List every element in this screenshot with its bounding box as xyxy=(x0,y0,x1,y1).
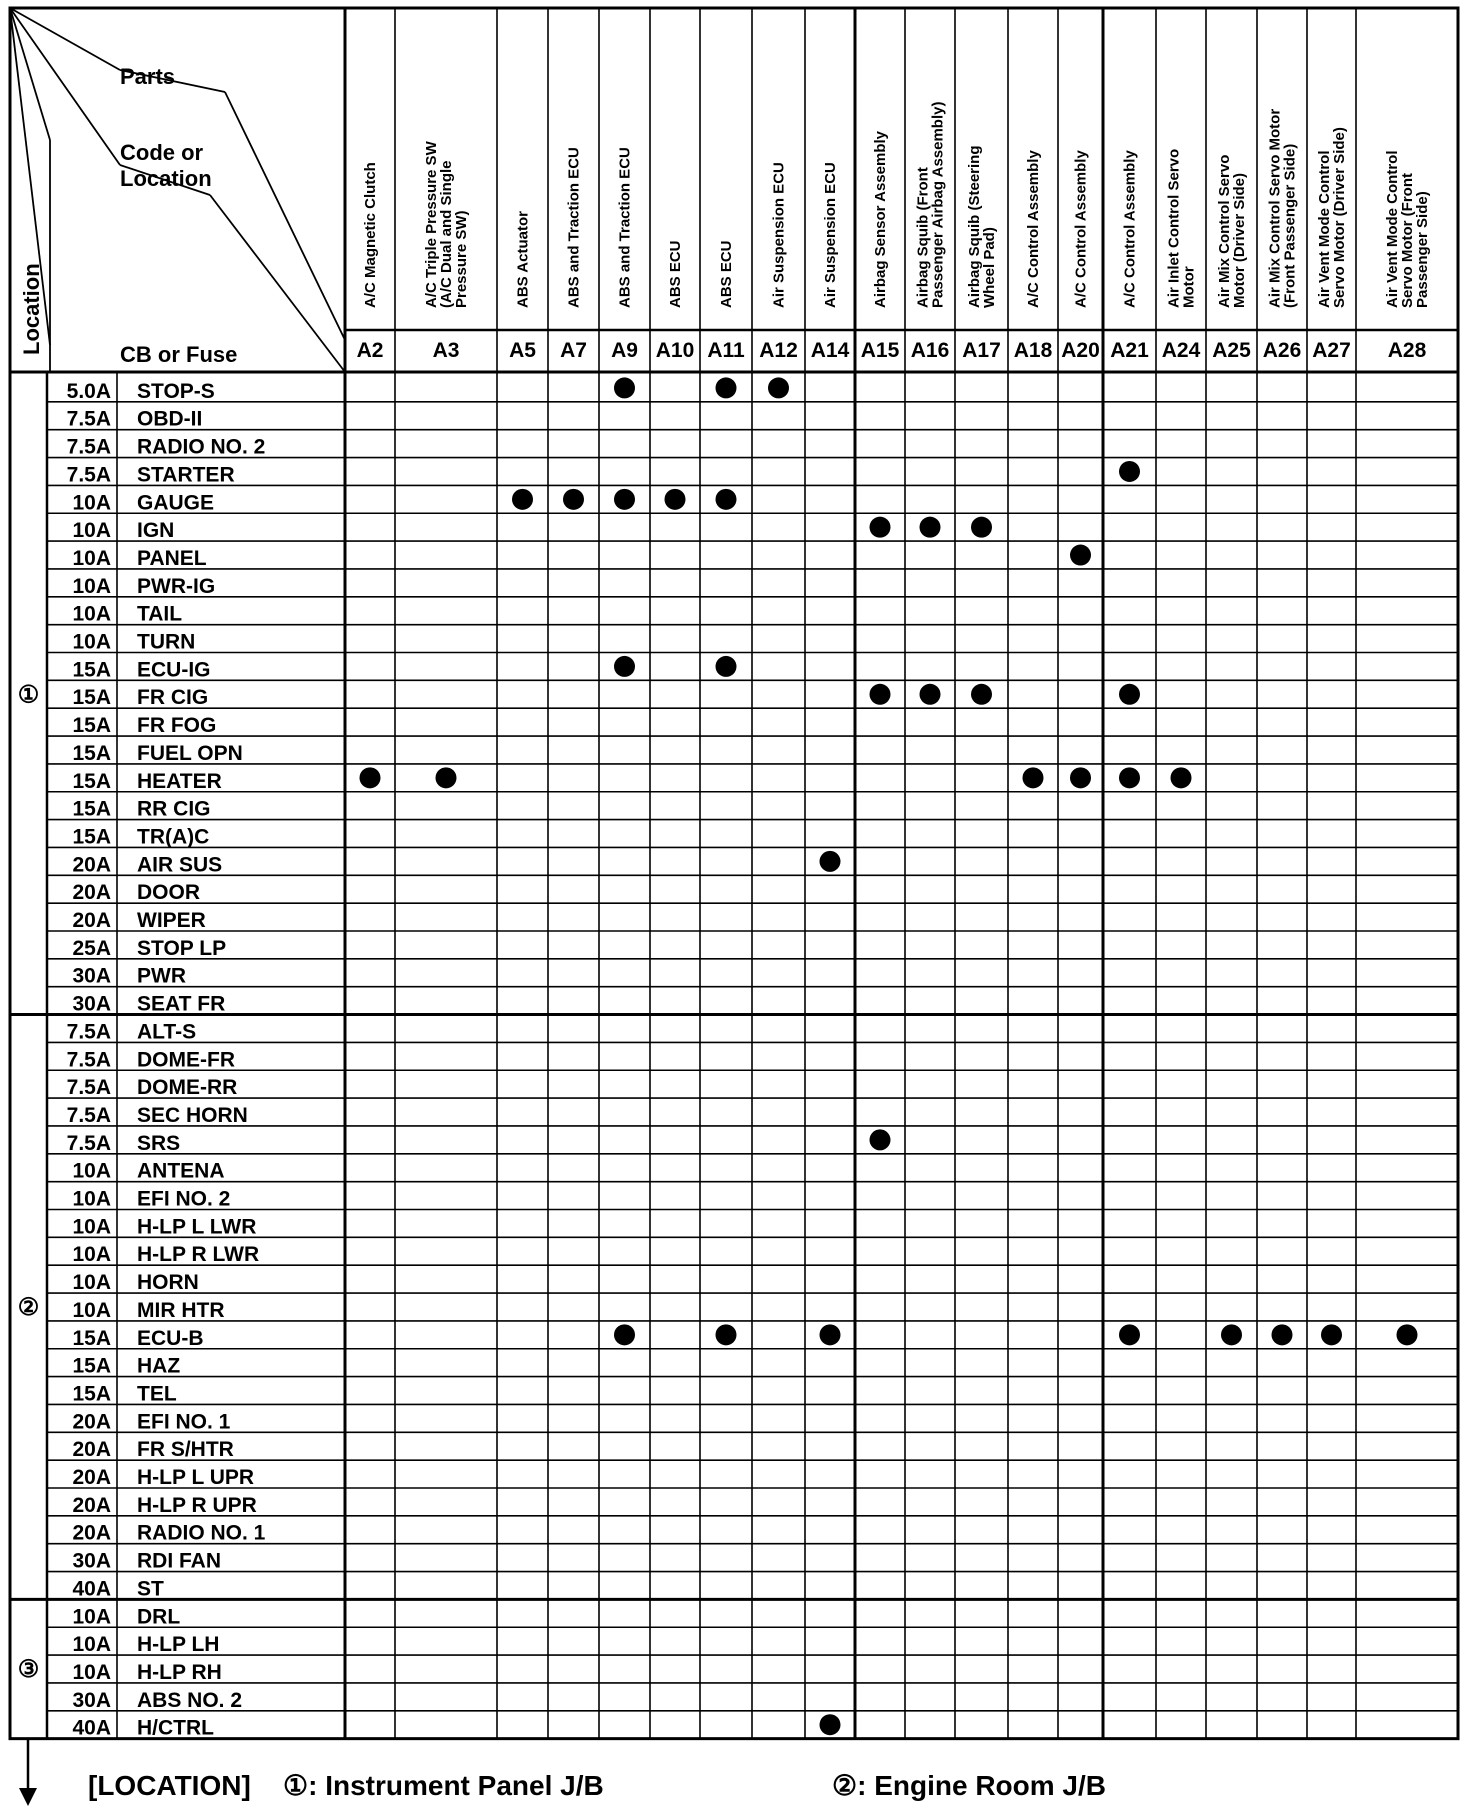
fuse-amperage: 15A xyxy=(72,686,111,710)
fuse-amperage: 15A xyxy=(72,658,111,682)
part-code: A10 xyxy=(655,339,695,362)
fuse-name: MIR HTR xyxy=(137,1298,225,1322)
fuse-name: RADIO NO. 2 xyxy=(137,435,266,459)
connection-dot xyxy=(768,377,789,398)
fuse-amperage: 30A xyxy=(72,1688,111,1712)
fuse-amperage: 30A xyxy=(72,964,111,988)
connection-dot xyxy=(614,377,635,398)
part-code: A17 xyxy=(962,339,1001,362)
connection-dot xyxy=(820,1714,841,1735)
part-code: A5 xyxy=(509,339,536,362)
part-name: Air Mix Control Servo xyxy=(1216,154,1233,308)
part-code: A28 xyxy=(1387,339,1427,362)
part-name: Airbag Squib (Front xyxy=(914,167,932,308)
part-name: Air Inlet Control Servo xyxy=(1165,148,1183,308)
connection-dot xyxy=(1070,767,1091,788)
fuse-name: ABS NO. 2 xyxy=(137,1688,243,1712)
connection-dot xyxy=(716,489,737,510)
fuse-name: H-LP L LWR xyxy=(137,1215,257,1239)
fuse-name: IGN xyxy=(137,519,175,543)
connection-dot xyxy=(360,767,381,788)
fuse-amperage: 10A xyxy=(72,1215,111,1239)
connection-dot xyxy=(1272,1324,1293,1345)
fuse-name: H-LP L UPR xyxy=(137,1466,255,1489)
part-name: Pressure SW) xyxy=(453,210,470,308)
connection-dot xyxy=(1221,1324,1242,1345)
fuse-name: TAIL xyxy=(137,602,183,626)
fuse-amperage: 7.5A xyxy=(66,463,111,487)
connection-dot xyxy=(920,684,941,705)
connection-dot xyxy=(820,851,841,872)
table-marks xyxy=(360,377,1418,1735)
part-code: A9 xyxy=(611,339,638,362)
fuse-amperage: 20A xyxy=(72,1466,111,1489)
connection-dot xyxy=(716,656,737,677)
part-name: ABS ECU xyxy=(667,240,684,308)
connection-dot xyxy=(1397,1324,1418,1345)
part-name: Air Suspension ECU xyxy=(770,162,788,308)
location-group-label: ② xyxy=(17,1293,40,1321)
part-code: A24 xyxy=(1161,339,1201,362)
connection-dot xyxy=(614,1324,635,1345)
fuse-amperage: 20A xyxy=(72,881,111,905)
connection-dot xyxy=(436,767,457,788)
fuse-amperage: 7.5A xyxy=(66,1103,111,1127)
connection-dot xyxy=(920,517,941,538)
fuse-amperage: 15A xyxy=(72,1326,111,1350)
connection-dot xyxy=(1119,461,1140,482)
part-name: ABS Actuator xyxy=(514,211,532,308)
legend-item-instrument: ①: Instrument Panel J/B xyxy=(283,1770,604,1801)
table-body xyxy=(18,380,266,1740)
fuse-amperage: 10A xyxy=(72,602,111,626)
fuse-amperage: 10A xyxy=(72,546,111,570)
part-name: Passenger Side) xyxy=(1414,191,1431,308)
connection-dot xyxy=(563,489,584,510)
fuse-name: SRS xyxy=(137,1131,181,1155)
connection-dot xyxy=(1321,1324,1342,1345)
location-label: Location xyxy=(19,263,44,355)
fuse-name: H/CTRL xyxy=(137,1716,214,1740)
fuse-amperage: 7.5A xyxy=(66,1048,111,1072)
fuse-amperage: 15A xyxy=(72,1382,111,1406)
fuse-amperage: 10A xyxy=(72,1243,111,1267)
part-code: A14 xyxy=(810,339,850,362)
connection-dot xyxy=(870,517,891,538)
part-code: A18 xyxy=(1013,339,1053,362)
connection-dot xyxy=(716,377,737,398)
part-name: ABS and Traction ECU xyxy=(616,147,634,308)
fuse-amperage: 7.5A xyxy=(66,1076,111,1100)
fuse-amperage: 15A xyxy=(72,1354,111,1378)
fuse-label: CB or Fuse xyxy=(120,342,238,367)
arrow-down-icon xyxy=(19,1788,37,1806)
fuse-amperage: 10A xyxy=(72,1633,111,1657)
fuse-amperage: 10A xyxy=(72,1271,111,1295)
part-name: Air Vent Mode Control xyxy=(1384,150,1401,308)
fuse-name: DOME-RR xyxy=(137,1076,238,1100)
fuse-name: OBD-II xyxy=(137,407,203,431)
fuse-name: STOP LP xyxy=(137,936,227,960)
part-name: A/C Magnetic Clutch xyxy=(362,162,379,308)
fuse-name: SEC HORN xyxy=(137,1103,248,1127)
code-label: Code or xyxy=(120,140,204,165)
connection-dot xyxy=(512,489,533,510)
part-name: ABS and Traction ECU xyxy=(565,147,583,308)
part-code: A7 xyxy=(560,339,587,362)
fuse-name: HORN xyxy=(137,1271,199,1295)
part-name: Passenger Airbag Assembly) xyxy=(929,101,947,308)
fuse-amperage: 10A xyxy=(72,1187,111,1211)
part-name: A/C Control Assembly xyxy=(1072,150,1090,308)
fuse-name: H-LP R LWR xyxy=(137,1243,260,1267)
fuse-name: FUEL OPN xyxy=(137,741,243,765)
fuse-name: HAZ xyxy=(137,1354,181,1378)
fuse-name: DOME-FR xyxy=(137,1048,235,1072)
part-name: A/C Triple Pressure SW xyxy=(423,141,440,308)
fuse-name: FR FOG xyxy=(137,714,217,738)
connection-dot xyxy=(1119,684,1140,705)
location-group-label: ③ xyxy=(17,1656,40,1684)
fuse-amperage: 30A xyxy=(72,1549,111,1573)
fuse-amperage: 10A xyxy=(72,1159,111,1183)
fuse-name: AIR SUS xyxy=(137,853,223,877)
fuse-name: ST xyxy=(137,1577,164,1601)
fuse-name: EFI NO. 2 xyxy=(137,1187,231,1211)
part-name: Airbag Squib (Steering xyxy=(966,145,983,308)
fuse-amperage: 5.0A xyxy=(66,379,111,403)
fuse-name: DRL xyxy=(137,1605,181,1629)
connection-dot xyxy=(1119,1324,1140,1345)
fuse-name: TEL xyxy=(137,1382,177,1406)
fuse-amperage: 15A xyxy=(72,825,111,849)
connection-dot xyxy=(870,1129,891,1150)
fuse-name: FR CIG xyxy=(137,686,209,710)
fuse-name: H-LP R UPR xyxy=(137,1493,257,1517)
part-code: A25 xyxy=(1212,339,1251,362)
connection-dot xyxy=(1023,767,1044,788)
connection-dot xyxy=(1119,767,1140,788)
fuse-amperage: 10A xyxy=(72,519,111,543)
part-code: A15 xyxy=(860,339,900,362)
fuse-amperage: 20A xyxy=(72,853,111,877)
fuse-amperage: 40A xyxy=(72,1577,111,1601)
part-name: Airbag Sensor Assembly xyxy=(872,130,889,308)
fuse-amperage: 7.5A xyxy=(66,1020,111,1044)
part-name: Servo Motor (Front xyxy=(1399,173,1416,308)
fuse-amperage: 30A xyxy=(72,992,111,1016)
fuse-amperage: 20A xyxy=(72,1521,111,1545)
fuse-name: EFI NO. 1 xyxy=(137,1410,231,1434)
part-name: Servo Motor (Driver Side) xyxy=(1331,127,1348,308)
fuse-name: STOP-S xyxy=(137,379,215,403)
connection-dot xyxy=(614,656,635,677)
diagonal-line xyxy=(225,92,345,340)
fuse-name: ECU-B xyxy=(137,1326,204,1350)
part-name: Motor xyxy=(1180,266,1198,308)
fuse-name: TR(A)C xyxy=(137,825,210,849)
code-label: Location xyxy=(120,166,212,191)
fuse-name: PANEL xyxy=(137,546,207,570)
fuse-name: SEAT FR xyxy=(137,992,226,1016)
fuse-amperage: 15A xyxy=(72,714,111,738)
fuse-amperage: 10A xyxy=(72,491,111,515)
fuse-name: H-LP RH xyxy=(137,1660,222,1684)
part-name: Air Suspension ECU xyxy=(822,162,839,308)
fuse-name: PWR-IG xyxy=(137,574,216,598)
fuse-name: DOOR xyxy=(137,881,200,905)
fuse-amperage: 10A xyxy=(72,1660,111,1684)
fuse-amperage: 7.5A xyxy=(66,407,111,431)
connection-dot xyxy=(1070,545,1091,566)
part-name: A/C Control Assembly xyxy=(1025,150,1042,308)
connection-dot xyxy=(665,489,686,510)
location-legend xyxy=(19,1739,1106,1806)
fuse-amperage: 15A xyxy=(72,741,111,765)
connection-dot xyxy=(820,1324,841,1345)
connection-dot xyxy=(1171,767,1192,788)
parts-label: Parts xyxy=(120,64,176,89)
part-name: Motor (Driver Side) xyxy=(1231,172,1248,308)
part-name: Air Vent Mode Control xyxy=(1316,150,1333,308)
fuse-amperage: 10A xyxy=(72,574,111,598)
fuse-amperage: 10A xyxy=(72,1605,111,1629)
fuse-amperage: 15A xyxy=(72,769,111,793)
fuse-amperage: 20A xyxy=(72,909,111,932)
part-code: A27 xyxy=(1312,339,1351,362)
fuse-amperage: 7.5A xyxy=(66,1131,111,1155)
fuse-name: RADIO NO. 1 xyxy=(137,1521,266,1545)
connection-dot xyxy=(971,517,992,538)
part-name: Air Mix Control Servo Motor xyxy=(1266,108,1284,308)
part-name: A/C Control Assembly xyxy=(1121,150,1139,308)
fuse-amperage: 20A xyxy=(72,1493,111,1517)
part-name: (A/C Dual and Single xyxy=(438,160,455,308)
part-code: A26 xyxy=(1262,339,1302,362)
connection-dot xyxy=(870,684,891,705)
fuse-name: ALT-S xyxy=(137,1020,197,1044)
fuse-name: RR CIG xyxy=(137,797,211,821)
fuse-amperage: 40A xyxy=(72,1716,111,1740)
connection-dot xyxy=(971,684,992,705)
fuse-name: HEATER xyxy=(137,769,222,793)
part-name: ABS ECU xyxy=(718,240,735,308)
part-code: A16 xyxy=(910,339,950,362)
fuse-amperage: 20A xyxy=(72,1438,111,1462)
fuse-name: STARTER xyxy=(137,463,235,487)
part-name: Wheel Pad) xyxy=(981,227,998,308)
legend-item-engine: ②: Engine Room J/B xyxy=(832,1770,1106,1801)
fuse-name: FR S/HTR xyxy=(137,1438,234,1462)
fuse-name: TURN xyxy=(137,630,196,654)
fuse-name: GAUGE xyxy=(137,491,215,515)
part-code: A11 xyxy=(707,339,745,362)
fuse-name: ECU-IG xyxy=(137,658,211,682)
fuse-amperage: 7.5A xyxy=(66,435,111,459)
part-name: (Front Passenger Side) xyxy=(1281,143,1299,308)
legend-bracket: [LOCATION] xyxy=(88,1770,251,1801)
connection-dot xyxy=(614,489,635,510)
header-corner xyxy=(10,8,345,372)
part-code: A20 xyxy=(1061,339,1100,362)
fuse-amperage: 10A xyxy=(72,630,111,654)
part-code: A2 xyxy=(356,339,384,362)
fuse-amperage: 10A xyxy=(72,1298,111,1322)
column-headers xyxy=(357,102,1431,362)
fuse-amperage: 20A xyxy=(72,1410,111,1434)
part-code: A21 xyxy=(1110,339,1149,362)
fuse-name: PWR xyxy=(137,964,186,988)
part-code: A3 xyxy=(432,339,460,362)
location-group-label: ① xyxy=(17,681,40,709)
fuse-amperage: 15A xyxy=(72,797,111,821)
fuse-name: H-LP LH xyxy=(137,1633,220,1657)
part-code: A12 xyxy=(759,339,798,362)
fuse-name: RDI FAN xyxy=(137,1549,221,1573)
fuse-amperage: 25A xyxy=(72,936,111,960)
fuse-name: WIPER xyxy=(137,909,206,932)
fuse-name: ANTENA xyxy=(137,1159,225,1183)
connection-dot xyxy=(716,1324,737,1345)
